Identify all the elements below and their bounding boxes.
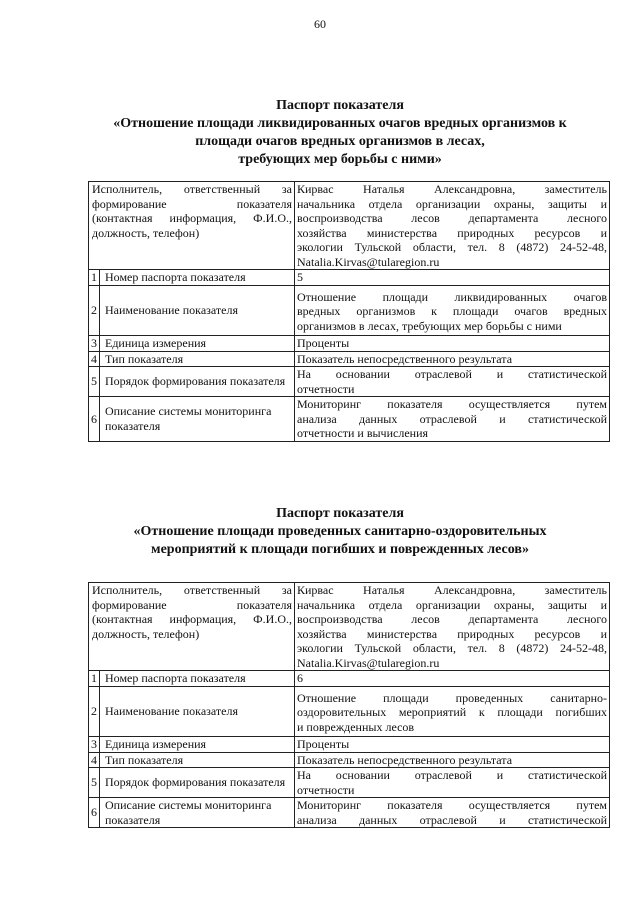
executor-value-line: хозяйства министерства природных ресурсов и	[297, 225, 607, 240]
table-row	[89, 686, 610, 737]
title-line: мероприятий к площади погибших и поврежденных лесов»	[151, 542, 529, 557]
executor-value-line: воспроизводства лесов департамента лесного	[297, 211, 607, 225]
table-row	[89, 671, 610, 687]
row-value-line: Проценты	[297, 336, 350, 350]
executor-label-line: формирование показателя	[92, 597, 292, 612]
row-label: Номер паспорта показателя	[100, 671, 295, 687]
row-value	[295, 737, 610, 753]
executor-value-line: Кирвас Наталья Александровна, заместитель	[297, 583, 607, 597]
title-line: Паспорт показателя	[276, 98, 404, 113]
page-number: 60	[314, 17, 326, 31]
executor-value-line: начальника отдела организации охраны, защиты и	[297, 597, 607, 612]
row-label: Описание системы мониторинга показателя	[100, 397, 295, 442]
table-row	[89, 367, 610, 397]
table-row	[89, 798, 610, 828]
title-line: требующих мер борьбы с ними»	[238, 152, 442, 167]
row-value	[295, 397, 610, 442]
row-value-line: На основании отраслевой и статистической	[297, 768, 607, 782]
executor-value-line: хозяйства министерства природных ресурсов и	[297, 626, 607, 641]
row-value-line: Мониторинг показателя осуществляется путем	[297, 798, 607, 812]
row-value-line: Показатель непосредственного результата	[297, 351, 513, 366]
row-value	[295, 336, 610, 352]
row-label: Порядок формирования показателя	[100, 367, 295, 397]
executor-value-line: экологии Тульской области, тел. 8 (4872) 24-52-48,	[297, 641, 607, 655]
row-number: 3	[89, 737, 100, 753]
row-value-line: отчетности	[297, 782, 355, 797]
row-value	[295, 798, 610, 828]
executor-value-line: воспроизводства лесов департамента лесного	[297, 612, 607, 626]
row-value-line: анализа данных отраслевой и статистической	[297, 812, 607, 827]
row-number: 5	[89, 768, 100, 798]
row-value-line: Отношение площади ликвидированных очагов	[297, 289, 607, 304]
executor-label-line: (контактная информация, Ф.И.О.,	[92, 612, 292, 626]
row-value-line: отчетности и вычисления	[297, 426, 429, 440]
executor-label-line: Исполнитель, ответственный за	[92, 583, 292, 597]
row-value-line: 5	[297, 270, 303, 284]
executor-value-cell	[295, 182, 610, 270]
row-value-line: Проценты	[297, 737, 350, 751]
row-value-line: Отношение площади проведенных санитарно-	[297, 690, 607, 705]
executor-label-line: (контактная информация, Ф.И.О.,	[92, 211, 292, 225]
row-value	[295, 367, 610, 397]
row-value-line: 6	[297, 671, 303, 685]
row-value-line: Мониторинг показателя осуществляется путем	[297, 397, 607, 411]
row-number: 6	[89, 798, 100, 828]
executor-value-line: начальника отдела организации охраны, защиты и	[297, 196, 607, 211]
row-value-line: Показатель непосредственного результата	[297, 752, 513, 767]
row-number: 2	[89, 285, 100, 336]
row-label: Тип показателя	[100, 752, 295, 768]
executor-email: Natalia.Kirvas@tularegion.ru	[297, 254, 440, 269]
row-value-line: анализа данных отраслевой и статистической	[297, 411, 607, 426]
row-value-line: организмов в лесах, требующих мер борьбы с ними	[297, 318, 562, 333]
executor-label-cell	[89, 583, 295, 671]
executor-label-line: должность, телефон)	[92, 626, 200, 641]
title-line: «Отношение площади проведенных санитарно-оздоровительных	[133, 524, 547, 539]
row-value	[295, 671, 610, 687]
executor-email: Natalia.Kirvas@tularegion.ru	[297, 655, 440, 670]
row-number: 4	[89, 351, 100, 367]
table-row	[89, 397, 610, 442]
row-number: 5	[89, 367, 100, 397]
executor-label-cell	[89, 182, 295, 270]
row-label: Единица измерения	[100, 336, 295, 352]
table-row	[89, 752, 610, 768]
row-label: Описание системы мониторинга показателя	[100, 798, 295, 828]
row-number: 2	[89, 686, 100, 737]
row-number: 1	[89, 270, 100, 286]
passport-2-table	[88, 582, 610, 828]
executor-label-line: должность, телефон)	[92, 225, 200, 240]
row-label: Номер паспорта показателя	[100, 270, 295, 286]
row-number: 6	[89, 397, 100, 442]
row-value-line: вредных организмов к площади очагов вредных	[297, 304, 607, 318]
table-row	[89, 182, 610, 270]
row-value	[295, 752, 610, 768]
row-label: Порядок формирования показателя	[100, 768, 295, 798]
row-value	[295, 351, 610, 367]
executor-label-line: формирование показателя	[92, 196, 292, 211]
title-line: Паспорт показателя	[276, 506, 404, 521]
table-row	[89, 285, 610, 336]
title-line: «Отношение площади ликвидированных очагов вредных организмов к	[113, 116, 567, 131]
row-value-line: и поврежденных лесов	[297, 719, 415, 734]
executor-value-line: Кирвас Наталья Александровна, заместитель	[297, 182, 607, 196]
row-value	[295, 270, 610, 286]
row-label: Наименование показателя	[100, 285, 295, 336]
row-label: Единица измерения	[100, 737, 295, 753]
row-label: Наименование показателя	[100, 686, 295, 737]
row-value	[295, 285, 610, 336]
executor-value-cell	[295, 583, 610, 671]
executor-label-line: Исполнитель, ответственный за	[92, 182, 292, 196]
table-row	[89, 336, 610, 352]
table-row	[89, 768, 610, 798]
row-value-line: оздоровительных мероприятий к площади погибших	[297, 705, 607, 719]
row-value-line: На основании отраслевой и статистической	[297, 367, 607, 381]
row-number: 4	[89, 752, 100, 768]
row-value	[295, 686, 610, 737]
row-label: Тип показателя	[100, 351, 295, 367]
row-number: 3	[89, 336, 100, 352]
passport-1-title	[40, 97, 640, 169]
row-value-line: отчетности	[297, 381, 355, 396]
executor-value-line: экологии Тульской области, тел. 8 (4872) 24-52-48,	[297, 240, 607, 254]
passport-1-table	[88, 181, 610, 442]
passport-2-title	[40, 505, 640, 559]
table-row	[89, 737, 610, 753]
row-value	[295, 768, 610, 798]
title-line: площади очагов вредных организмов в лесах,	[195, 134, 485, 149]
table-row	[89, 583, 610, 671]
row-number: 1	[89, 671, 100, 687]
table-row	[89, 351, 610, 367]
table-row	[89, 270, 610, 286]
